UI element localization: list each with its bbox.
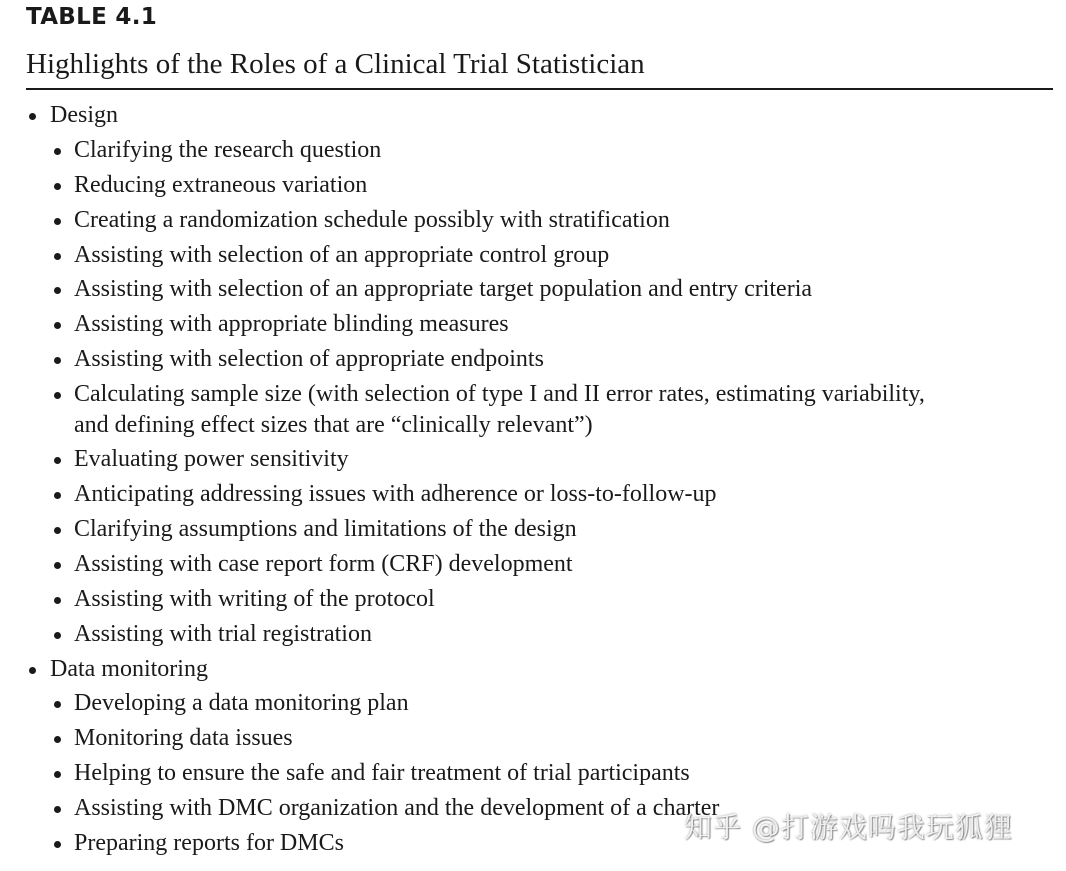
list-item: [74, 479, 717, 510]
bullet-icon: [54, 562, 61, 569]
list-item-text: Clarifying assumptions and limitations of the design: [74, 516, 577, 542]
bullet-icon: [54, 457, 61, 464]
section-heading-label: Design: [50, 102, 118, 128]
list-item-text: Creating a randomization schedule possibly with stratification: [74, 207, 670, 233]
section-heading-design: [50, 100, 118, 131]
list-item-text: Clarifying the research question: [74, 137, 382, 163]
list-item-text: Monitoring data issues: [74, 725, 293, 751]
list-item-text: Anticipating addressing issues with adherence or loss-to-follow-up: [74, 481, 717, 507]
list-item: [74, 793, 719, 824]
bullet-icon: [54, 218, 61, 225]
list-item-text: Assisting with appropriate blinding measures: [74, 311, 509, 337]
list-item-text: Assisting with writing of the protocol: [74, 586, 435, 612]
bullet-icon: [54, 253, 61, 260]
bullet-icon: [54, 527, 61, 534]
bullet-icon: [29, 667, 36, 674]
list-item-text: Developing a data monitoring plan: [74, 690, 409, 716]
bullet-icon: [54, 357, 61, 364]
bullet-icon: [54, 148, 61, 155]
watermark: 知乎 @打游戏吗我玩狐狸: [684, 811, 1013, 844]
list-item: [74, 205, 670, 236]
section-heading-label: Data monitoring: [50, 656, 208, 682]
list-item: [74, 828, 344, 859]
list-item-text: Reducing extraneous variation: [74, 172, 368, 198]
list-item: [74, 584, 435, 615]
list-item-text: Assisting with selection of an appropriate control group: [74, 242, 610, 268]
list-item-text: Assisting with case report form (CRF) development: [74, 551, 573, 577]
list-item: [74, 549, 573, 580]
bullet-icon: [29, 113, 36, 120]
list-item-text: Assisting with DMC organization and the development of a charter: [74, 795, 720, 821]
list-item: [74, 344, 544, 375]
list-item: [74, 309, 509, 340]
bullet-icon: [54, 841, 61, 848]
list-item: [74, 170, 367, 201]
bullet-icon: [54, 322, 61, 329]
table-label: TABLE 4.1: [26, 4, 158, 30]
bullet-icon: [54, 701, 61, 708]
list-item: [74, 274, 812, 305]
list-item: [74, 379, 925, 410]
list-item-text: Helping to ensure the safe and fair treatment of trial participants: [74, 760, 690, 786]
list-item: [74, 444, 349, 475]
list-item-text: Calculating sample size (with selection of type I and II error rates, estimating variability,: [74, 381, 925, 407]
list-item-continuation: [74, 410, 593, 441]
bullet-icon: [54, 736, 61, 743]
bullet-icon: [54, 287, 61, 294]
bullet-icon: [54, 492, 61, 499]
table-title: Highlights of the Roles of a Clinical Trial Statistician: [26, 48, 645, 80]
bullet-icon: [54, 632, 61, 639]
list-item: [74, 688, 409, 719]
list-item-text: Preparing reports for DMCs: [74, 830, 344, 856]
list-item-text: Assisting with selection of an appropriate target population and entry criteria: [74, 276, 813, 302]
list-item-text: Evaluating power sensitivity: [74, 446, 349, 472]
bullet-icon: [54, 392, 61, 399]
bullet-icon: [54, 806, 61, 813]
list-item-text: and defining effect sizes that are “clinically relevant”): [74, 412, 593, 438]
bullet-icon: [54, 597, 61, 604]
list-item: [74, 135, 381, 166]
list-item-text: Assisting with trial registration: [74, 621, 372, 647]
list-item: [74, 723, 293, 754]
list-item: [74, 240, 609, 271]
bullet-icon: [54, 183, 61, 190]
list-item: [74, 514, 577, 545]
list-item-text: Assisting with selection of appropriate endpoints: [74, 346, 544, 372]
list-item: [74, 758, 690, 789]
section-heading-data-monitoring: [50, 654, 208, 685]
title-divider: [26, 88, 1053, 90]
list-item: [74, 619, 372, 650]
bullet-icon: [54, 771, 61, 778]
